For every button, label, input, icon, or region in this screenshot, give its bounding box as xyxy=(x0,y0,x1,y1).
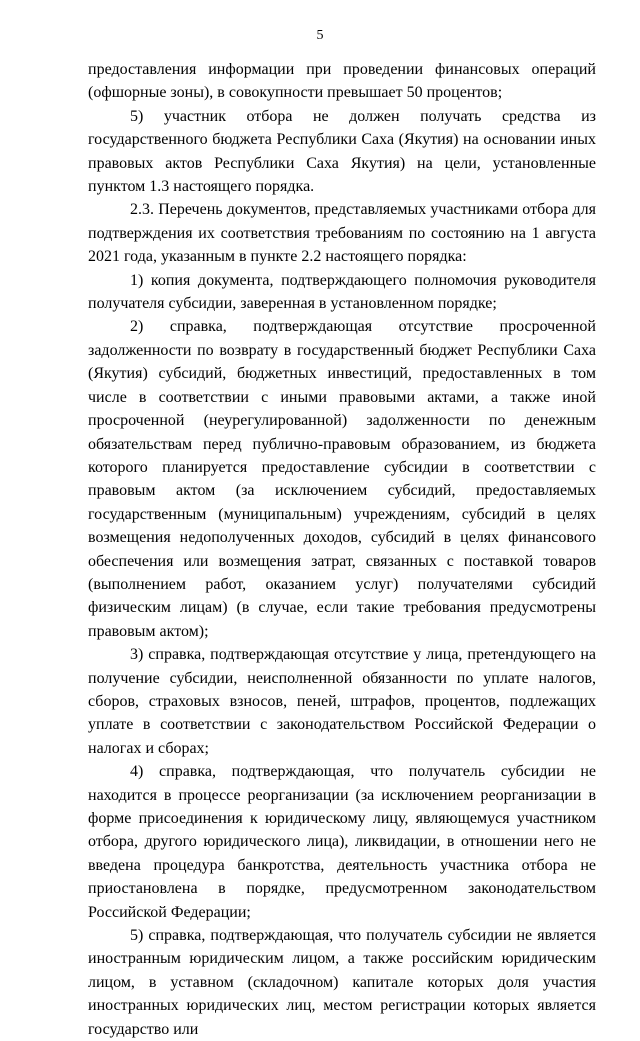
paragraph-doc-4-no-reorganization: 4) справка, подтверждающая, что получатель субсидии не находится в процессе реорганизации (за исключением реорганизации в форме присоединения к юридическому лицу, являющемуся участником отбора, другого юридического лица), ликвидации, в отношении него не введена процедура банкротства, деятельность участника отбора не приостановлена в порядке, предусмотренном законодательством Российской Федерации; xyxy=(88,763,596,921)
page-number: 5 xyxy=(316,28,324,43)
paragraph-offshore-continuation: предоставления информации при проведении финансовых операций (офшорные зоны), в совокупности превышает 50 процентов; xyxy=(88,61,596,102)
paragraph-doc-1-authority-copy: 1) копия документа, подтверждающего полномочия руководителя получателя субсидии, заверенная в установленном порядке; xyxy=(88,271,596,313)
paragraph-doc-5-not-foreign-entity: 5) справка, подтверждающая, что получатель субсидии не является иностранным юридическим лицом, а также российским юридическим лицом, в уставном (складочном) капитале которых доля участия иностранных юридических лиц, местом регистрации которых является государство или xyxy=(88,927,596,1038)
paragraph-item-5-budget-funds: 5) участник отбора не должен получать средства из государственного бюджета Республики Саха (Якутия) на основании иных правовых актов Республики Саха Якутия) на цели, установленные пунктом 1.3 настоящего порядка. xyxy=(88,107,596,196)
paragraph-2-3-documents-list: 2.3. Перечень документов, представляемых участниками отбора для подтверждения их соответствия требованиям по состоянию на 1 августа 2021 года, указанным в пункте 2.2 настоящего порядка: xyxy=(88,201,596,266)
paragraph-doc-2-no-overdue-debt: 2) справка, подтверждающая отсутствие просроченной задолженности по возврату в государственный бюджет Республики Саха (Якутия) субсидий, бюджетных инвестиций, предоставленных в том числе в соответствии с иными правовыми актами, а также иной просроченной (неурегулированной) задолженности по денежным обязательствам перед публично-правовым образованием, из бюджета которого планируется предоставление субсидии в соответствии с правовым актом (за исключением субсидий, предоставляемых государственным (муниципальным) учреждениям, субсидий в целях возмещения недополученных доходов, субсидий в целях финансового обеспечения или возмещения затрат, связанных с поставкой товаров (выполнением работ, оказанием услуг) получателями субсидий физическим лицам) (в случае, если такие требования предусмотрены правовым актом); xyxy=(88,318,596,640)
paragraph-doc-3-no-tax-debt: 3) справка, подтверждающая отсутствие у лица, претендующего на получение субсидии, неисполненной обязанности по уплате налогов, сборов, страховых взносов, пеней, штрафов, процентов, подлежащих уплате в соответствии с законодательством Российской Федерации о налогах и сборах; xyxy=(88,646,596,757)
document-body xyxy=(88,58,596,1041)
